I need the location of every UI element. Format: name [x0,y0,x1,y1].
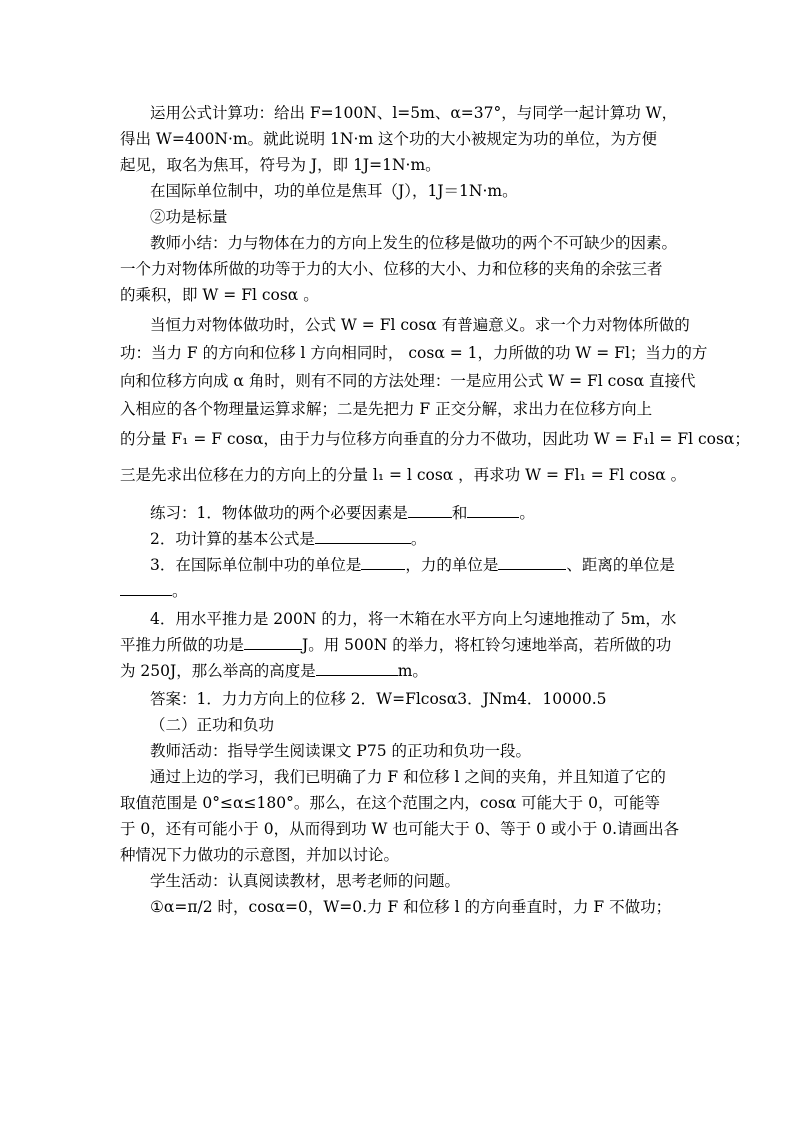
paragraph-line: 三是先求出位移在力的方向上的分量 l₁ = l cosα ，再求功 W = Fl₁ = Fl cosα 。 [120,466,687,484]
answer-blank[interactable] [315,529,411,544]
exercise-2: 2．功计算的基本公式是 。 [150,530,427,548]
paragraph-line: 运用公式计算功：给出 F=100N、l=5m、α=37°，与同学一起计算功 W， [150,104,678,122]
paragraph-line: 当恒力对物体做功时，公式 W = Fl cosα 有普遍意义。求一个力对物体所做的 [150,316,690,334]
paragraph-line: 的乘积，即 W = Fl cosα 。 [120,286,319,304]
answers-line: 答案：1．力力方向上的位移 2．W=Flcosα3．JNm4．10000.5 [150,690,607,708]
paragraph-line: 一个力对物体所做的功等于力的大小、位移的大小、力和位移的夹角的余弦三者 [120,260,663,278]
paragraph-line: 起见，取名为焦耳，符号为 J，即 1J=1N·m。 [120,156,441,174]
answer-blank[interactable] [361,555,405,570]
answer-blank[interactable] [244,635,302,650]
answer-blank[interactable] [316,661,398,676]
section-heading: （二）正功和负功 [150,716,275,734]
paragraph-line: 功：当力 F 的方向和位移 l 方向相同时， cosα = 1，力所做的功 W = Fl；当力的方 [120,344,708,362]
exercise-4-cont: 为 250J，那么举高的高度是 m。 [120,662,428,680]
exercise-3-cont: 。 [120,580,188,602]
exercise-3: 3．在国际单位制中功的单位是 ，力的单位是 、距离的单位是 [150,556,675,574]
paragraph-line: 入相应的各个物理量运算求解；二是先把力 F 正交分解，求出力在位移方向上 [120,400,653,418]
paragraph-line: 得出 W=400N·m。就此说明 1N·m 这个功的大小被规定为功的单位，为方便 [120,130,658,148]
paragraph-line: 教师活动：指导学生阅读课文 P75 的正功和负功一段。 [150,742,532,760]
answer-blank[interactable] [408,503,452,518]
exercise-4-cont: 平推力所做的功是 J。用 500N 的举力，将杠铃匀速地举高，若所做的功 [120,636,672,654]
answer-blank[interactable] [120,581,172,596]
paragraph-line: 取值范围是 0°≤α≤180°。那么，在这个范围之内，cosα 可能大于 0，可能等 [120,794,660,812]
paragraph-line: 向和位移方向成 α 角时，则有不同的方法处理：一是应用公式 W = Fl cosα 直接代 [120,372,696,390]
paragraph-line: 学生活动：认真阅读教材，思考老师的问题。 [150,872,461,890]
exercise-4: 4．用水平推力是 200N 的力，将一木箱在水平方向上匀速地推动了 5m，水 [150,610,677,628]
paragraph-line: 在国际单位制中，功的单位是焦耳（J），1J＝1N·m。 [150,182,518,200]
section-label: ②功是标量 [150,208,228,226]
paragraph-line: 教师小结：力与物体在力的方向上发生的位移是做功的两个不可缺少的因素。 [150,234,678,252]
paragraph-line: 通过上边的学习，我们已明确了力 F 和位移 l 之间的夹角，并且知道了它的 [150,768,666,786]
answer-blank[interactable] [467,503,519,518]
paragraph-line: 种情况下力做功的示意图，并加以讨论。 [120,846,400,864]
paragraph-line: 的分量 F₁ = F cosα，由于力与位移方向垂直的分力不做功，因此功 W = F₁l = Fl cosα； [120,430,750,448]
paragraph-line: ①α=π/2 时，cosα=0，W=0.力 F 和位移 l 的方向垂直时，力 F 不做功； [150,898,672,916]
paragraph-line: 于 0，还有可能小于 0，从而得到功 W 也可能大于 0、等于 0 或小于 0.请画出各 [120,820,680,838]
answer-blank[interactable] [498,555,566,570]
exercise-1: 练习：1．物体做功的两个必要因素是 和 。 [150,504,535,522]
